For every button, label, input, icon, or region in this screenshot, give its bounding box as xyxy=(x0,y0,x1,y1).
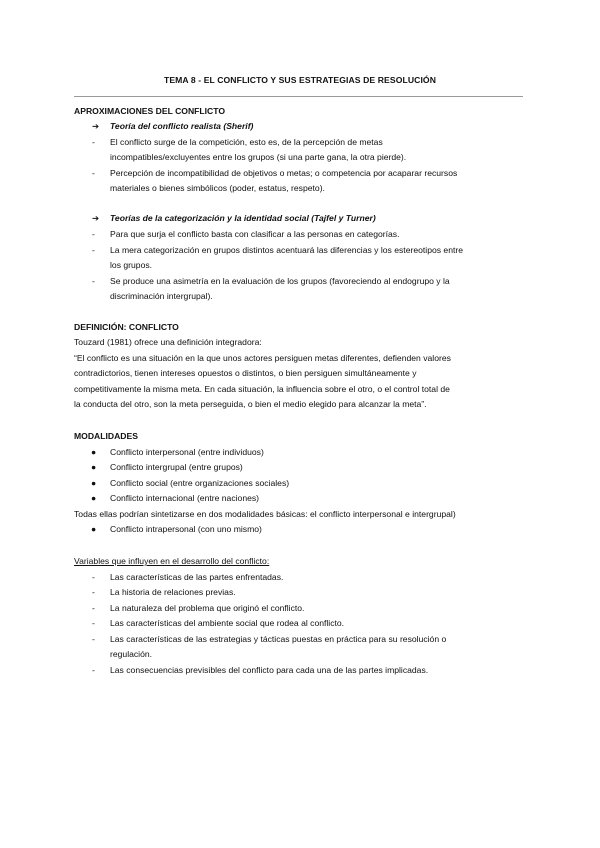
variable-item-5-line-2: regulación. xyxy=(110,649,153,659)
page-title: TEMA 8 - EL CONFLICTO Y SUS ESTRATEGIAS DE RESOLUCIÓN xyxy=(163,75,437,85)
theory-title-realista: Teoría del conflicto realista (Sherif) xyxy=(110,121,254,131)
theory1-item-2-line-1: Percepción de incompatibilidad de objetivos o metas; o competencia por acaparar recursos xyxy=(110,168,458,178)
variable-item-3: La naturaleza del problema que originó el conflicto. xyxy=(110,603,305,613)
dash-marker: - xyxy=(92,168,95,178)
dash-marker: - xyxy=(92,245,95,255)
theory2-item-3-line-1: Se produce una asimetría en la evaluación de los grupos (favoreciendo al endogrupo y la xyxy=(110,276,450,286)
variable-item-2: La historia de relaciones previas. xyxy=(110,587,236,597)
theory1-item-1-line-1: El conflicto surge de la competición, esto es, de la percepción de metas xyxy=(110,137,383,147)
definition-quote-line-1: “El conflicto es una situación en la que unos actores persiguen metas diferentes, defienden valores xyxy=(74,353,451,363)
section-heading-aproximaciones: APROXIMACIONES DEL CONFLICTO xyxy=(74,106,226,116)
arrow-icon: ➔ xyxy=(92,213,100,223)
modalidad-item-2: Conflicto intergrupal (entre grupos) xyxy=(110,462,243,472)
dash-marker: - xyxy=(92,137,95,147)
definition-quote-line-2: contradictorios, tienen intereses opuestos o distintos, o bien persiguen simultáneamente y xyxy=(74,368,417,378)
modalidad-item-3: Conflicto social (entre organizaciones sociales) xyxy=(110,478,290,488)
section-heading-modalidades: MODALIDADES xyxy=(74,431,138,441)
theory-title-categorizacion: Teorías de la categorización y la identidad social (Tajfel y Turner) xyxy=(110,213,376,223)
dash-marker: - xyxy=(92,603,95,613)
section-heading-definicion: DEFINICIÓN: CONFLICTO xyxy=(74,322,179,332)
theory2-item-2-line-2: los grupos. xyxy=(110,260,153,270)
dash-marker: - xyxy=(92,229,95,239)
section-heading-variables: Variables que influyen en el desarrollo del conflicto: xyxy=(74,556,270,566)
bullet-icon: ● xyxy=(91,447,97,457)
theory1-item-1-line-2: incompatibles/excluyentes entre los grupos (si una parte gana, la otra pierde). xyxy=(110,152,407,162)
dash-marker: - xyxy=(92,572,95,582)
definition-quote-line-3: competitivamente la misma meta. En cada situación, la influencia sobre el otro, o el control total de xyxy=(74,384,450,394)
dash-marker: - xyxy=(92,587,95,597)
modalidad-extra-item: Conflicto intrapersonal (con uno mismo) xyxy=(110,524,262,534)
bullet-icon: ● xyxy=(91,462,97,472)
modalidad-item-4: Conflicto internacional (entre naciones) xyxy=(110,493,260,503)
dash-marker: - xyxy=(92,634,95,644)
theory1-item-2-line-2: materiales o bienes simbólicos (poder, estatus, respeto). xyxy=(110,183,325,193)
dash-marker: - xyxy=(92,276,95,286)
title-divider xyxy=(74,96,523,97)
dash-marker: - xyxy=(92,665,95,675)
theory2-item-1-line-1: Para que surja el conflicto basta con clasificar a las personas en categorías. xyxy=(110,229,400,239)
theory2-item-2-line-1: La mera categorización en grupos distintos acentuará las diferencias y los estereotipos entre xyxy=(110,245,464,255)
variable-item-4: Las características del ambiente social que rodea al conflicto. xyxy=(110,618,345,628)
dash-marker: - xyxy=(92,618,95,628)
modalidades-summary: Todas ellas podrían sintetizarse en dos modalidades básicas: el conflicto interpersonal e intergrupal) xyxy=(74,509,456,519)
theory2-item-3-line-2: discriminación intergrupal). xyxy=(110,291,213,301)
variable-item-1: Las características de las partes enfrentadas. xyxy=(110,572,284,582)
bullet-icon: ● xyxy=(91,478,97,488)
definition-quote-line-4: la conducta del otro, son la meta perseguida, o bien el medio elegido para alcanzar la meta”. xyxy=(74,399,427,409)
variable-item-5-line-1: Las características de las estrategias y tácticas puestas en práctica para su resolución o xyxy=(110,634,447,644)
variable-item-6: Las consecuencias previsibles del conflicto para cada una de las partes implicadas. xyxy=(110,665,429,675)
modalidad-item-1: Conflicto interpersonal (entre individuos) xyxy=(110,447,264,457)
bullet-icon: ● xyxy=(91,524,97,534)
definition-intro: Touzard (1981) ofrece una definición integradora: xyxy=(74,337,262,347)
bullet-icon: ● xyxy=(91,493,97,503)
arrow-icon: ➔ xyxy=(92,121,100,131)
